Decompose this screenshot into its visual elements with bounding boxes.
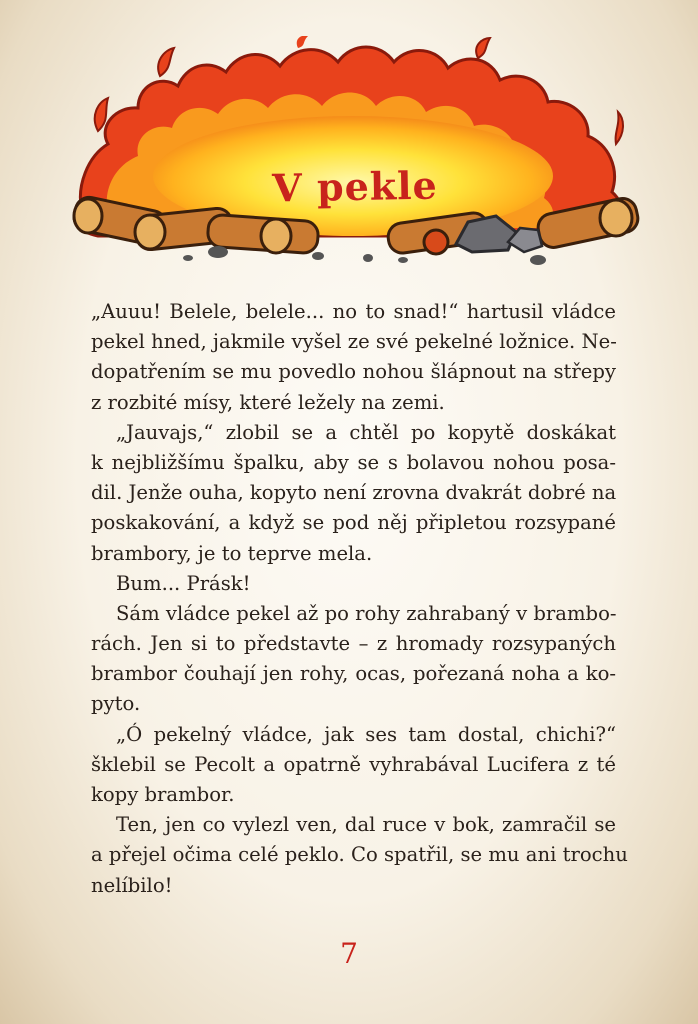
text-line: kopy brambor. [91,783,235,806]
text-line: k nejbližšímu špalku, aby se s bolavou nohou posa- [91,450,616,474]
text-line: pyto. [91,692,141,716]
text-line: z rozbité mísy, které ležely na zemi. [91,390,445,414]
text-line: poskakování, a když se pod něj připletou rozsypané [91,511,616,535]
text-line: Bum... Prásk! [116,571,251,595]
text-line: brambory, je to teprve mela. [91,541,373,565]
text-line: a přejel očima celé peklo. Co spatřil, se mu ani trochu [91,843,628,867]
fire-illustration [68,36,642,272]
text-line: „Ó pekelný vládce, jak ses tam dostal, chichi?“ [116,722,616,746]
text-line: Ten, jen co vylezl ven, dal ruce v bok, zamračil se [116,813,616,837]
text-line: rách. Jen si to představte – z hromady rozsypaných [91,632,616,656]
text-line: brambor čouhají jen rohy, ocas, pořezaná noha a ko- [91,662,616,686]
chapter-title: V pekle [271,162,439,211]
text-line: dopatřením se mu povedlo nohou šlápnout na střepy [91,360,616,384]
text-line: pekel hned, jakmile vyšel ze své pekelné ložnice. Ne- [91,330,617,354]
text-line: nelíbilo! [91,873,173,897]
chapter-text [91,297,628,901]
text-line: šklebil se Pecolt a opatrně vyhrabával Lucifera z té [91,752,616,776]
page-number: 7 [340,937,358,970]
text-line: dil. Jenže ouha, kopyto není zrovna dvakrát dobré na [91,481,617,505]
text-line: „Auuu! Belele, belele... no to snad!“ hartusil vládce [91,300,616,323]
text-line: Sám vládce pekel až po rohy zahrabaný v brambo- [116,601,617,625]
text-line: „Jauvajs,“ zlobil se a chtěl po kopytě doskákat [116,420,616,444]
